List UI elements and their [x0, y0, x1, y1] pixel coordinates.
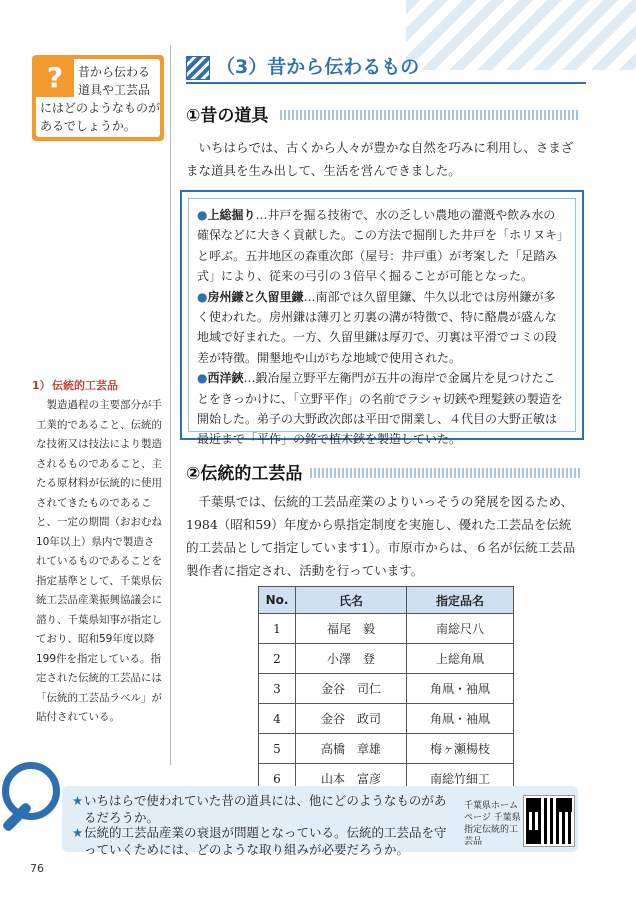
section-rule [186, 82, 586, 84]
cell-item: 南総竹細工 [407, 764, 514, 794]
table-header-item: 指定品名 [407, 587, 514, 614]
table-row [259, 644, 514, 674]
table-row [259, 704, 514, 734]
table-header-no: No. [259, 587, 296, 614]
reflection-question-2 [72, 824, 456, 858]
question-text-line1: 昔から伝わる道具や工芸品 [78, 65, 151, 97]
cell-no: 5 [259, 734, 296, 764]
note-text: 製造過程の主要部分が手工業的であること、伝統的な技術又は技法により製造されるものであること、主たる原材料が伝統的に使用されてきたものであること、一定の期間（おおむね10年以上）県内で製造されているものであることを指定基準として、千葉県伝統工芸品産業振興協議会に諮り、千葉県知事が指定しており、昭和59年度以降199件を指定している。指定された伝統的工芸品には「伝統的工芸品ラベル」が貼付されている。 [36, 399, 162, 723]
cell-item: 上総角凧 [407, 644, 514, 674]
cell-name: 金谷 政司 [296, 704, 407, 734]
note-number: 1） [32, 379, 51, 392]
tool-item-scissors [197, 368, 567, 450]
subheading-rule [280, 110, 580, 120]
star-icon: ★ [72, 825, 84, 840]
decorative-stripes [406, 0, 636, 70]
section-stripe-icon [186, 56, 210, 80]
cell-no: 3 [259, 674, 296, 704]
reflection-q2-text: 伝統的工芸品産業の衰退が問題となっている。伝統的工芸品を守っていくためには、どのような取り組みが必要だろうか。 [84, 825, 447, 857]
cell-item: 角凧・袖凧 [407, 704, 514, 734]
question-text-line2: にはどのようなものがあるでしょうか。 [40, 101, 161, 133]
subheading-crafts: ②伝統的工芸品 [186, 464, 303, 484]
reflection-question-1 [72, 792, 456, 826]
tool-text: …鍛冶屋立野平左衛門が五井の海岸で金属片を見つけたことをきっかけに、「立野平作」の名前でラシャ切鋏や理髪鋏の製造を開始した。弟子の大野政次郎は平田で開業し、４代目の大野正敏は最近まで「平作」の銘で植木鋏を製造していた。 [197, 371, 563, 447]
cell-item: 梅ヶ瀬楊枝 [407, 734, 514, 764]
question-mark-icon: ? [36, 59, 74, 97]
tool-term: 上総掘り [207, 208, 256, 222]
tool-text: …井戸を掘る技術で、水の乏しい農地の灌漑や飲み水の確保などに大きく貢献した。この方法で掘削した井戸を「ホリヌキ」と呼ぶ。五井地区の森重次郎（屋号：井戸重）が考案した「足踏み式」により、従来の弓引の３倍早く掘ることが可能となった。 [197, 208, 564, 284]
cell-no: 2 [259, 644, 296, 674]
table-header-name: 氏名 [296, 587, 407, 614]
reflection-q1-text: いちはらで使われていた昔の道具には、他にどのようなものがあるだろうか。 [84, 793, 447, 825]
cell-name: 金谷 司仁 [296, 674, 407, 704]
crafts-intro: 千葉県では、伝統的工芸品産業のよりいっそうの発展を図るため、1984（昭和59）年度から県指定制度を実施し、優れた工芸品を伝統的工芸品として指定しています1）。市原市からは、６名が伝統工芸品製作者に指定され、活動を行っています。 [186, 494, 576, 578]
table-header-row [259, 587, 514, 614]
subheading-old-tools: ①昔の道具 [186, 106, 269, 126]
subheading-rule [310, 468, 580, 478]
cell-name: 小澤 登 [296, 644, 407, 674]
bullet-icon: ● [197, 371, 208, 386]
cell-name: 山本 富彦 [296, 764, 407, 794]
cell-no: 4 [259, 704, 296, 734]
old-tools-intro: いちはらでは、古くから人々が豊かな自然を巧みに利用し、さまざまな道具を生み出して、生活を営んできました。 [186, 140, 574, 178]
cell-no: 1 [259, 614, 296, 644]
cell-item: 南総尺八 [407, 614, 514, 644]
cell-no: 6 [259, 764, 296, 794]
note-title: 伝統的工芸品 [52, 379, 118, 392]
cell-name: 福尾 毅 [296, 614, 407, 644]
tool-item-kazusabori [197, 205, 567, 287]
tool-term: 房州鎌と久留里鎌 [207, 289, 304, 304]
qr-code-icon[interactable] [524, 796, 574, 846]
tool-term: 西洋鋏 [207, 371, 244, 386]
tool-text: …南部では久留里鎌、牛久以北では房州鎌が多く使われた。房州鎌は薄刃と刃裏の溝が特徴で、特に酪農が盛んな地域で好まれた。一方、久留里鎌は厚刃で、刃裏は平滑でコミの段差が特徴。開墾地や山がちな地域で使用された。 [197, 289, 557, 365]
tool-item-kama [197, 287, 567, 369]
qr-caption: 千葉県ホームページ 千葉県指定伝統的工芸品 [464, 801, 521, 847]
old-tools-box [180, 190, 584, 447]
magnifier-icon [2, 762, 60, 820]
bullet-icon: ● [197, 289, 208, 304]
table-row [259, 734, 514, 764]
star-icon: ★ [72, 793, 84, 808]
column-divider [170, 45, 171, 765]
page-number: 76 [30, 862, 44, 875]
cell-item: 角凧・袖凧 [407, 674, 514, 704]
craftsmen-table [258, 586, 514, 794]
question-box [32, 55, 164, 141]
section-title: （3）昔から伝わるもの [216, 56, 420, 78]
bullet-icon: ● [197, 208, 208, 222]
cell-name: 高橋 章雄 [296, 734, 407, 764]
table-row [259, 614, 514, 644]
table-row [259, 674, 514, 704]
